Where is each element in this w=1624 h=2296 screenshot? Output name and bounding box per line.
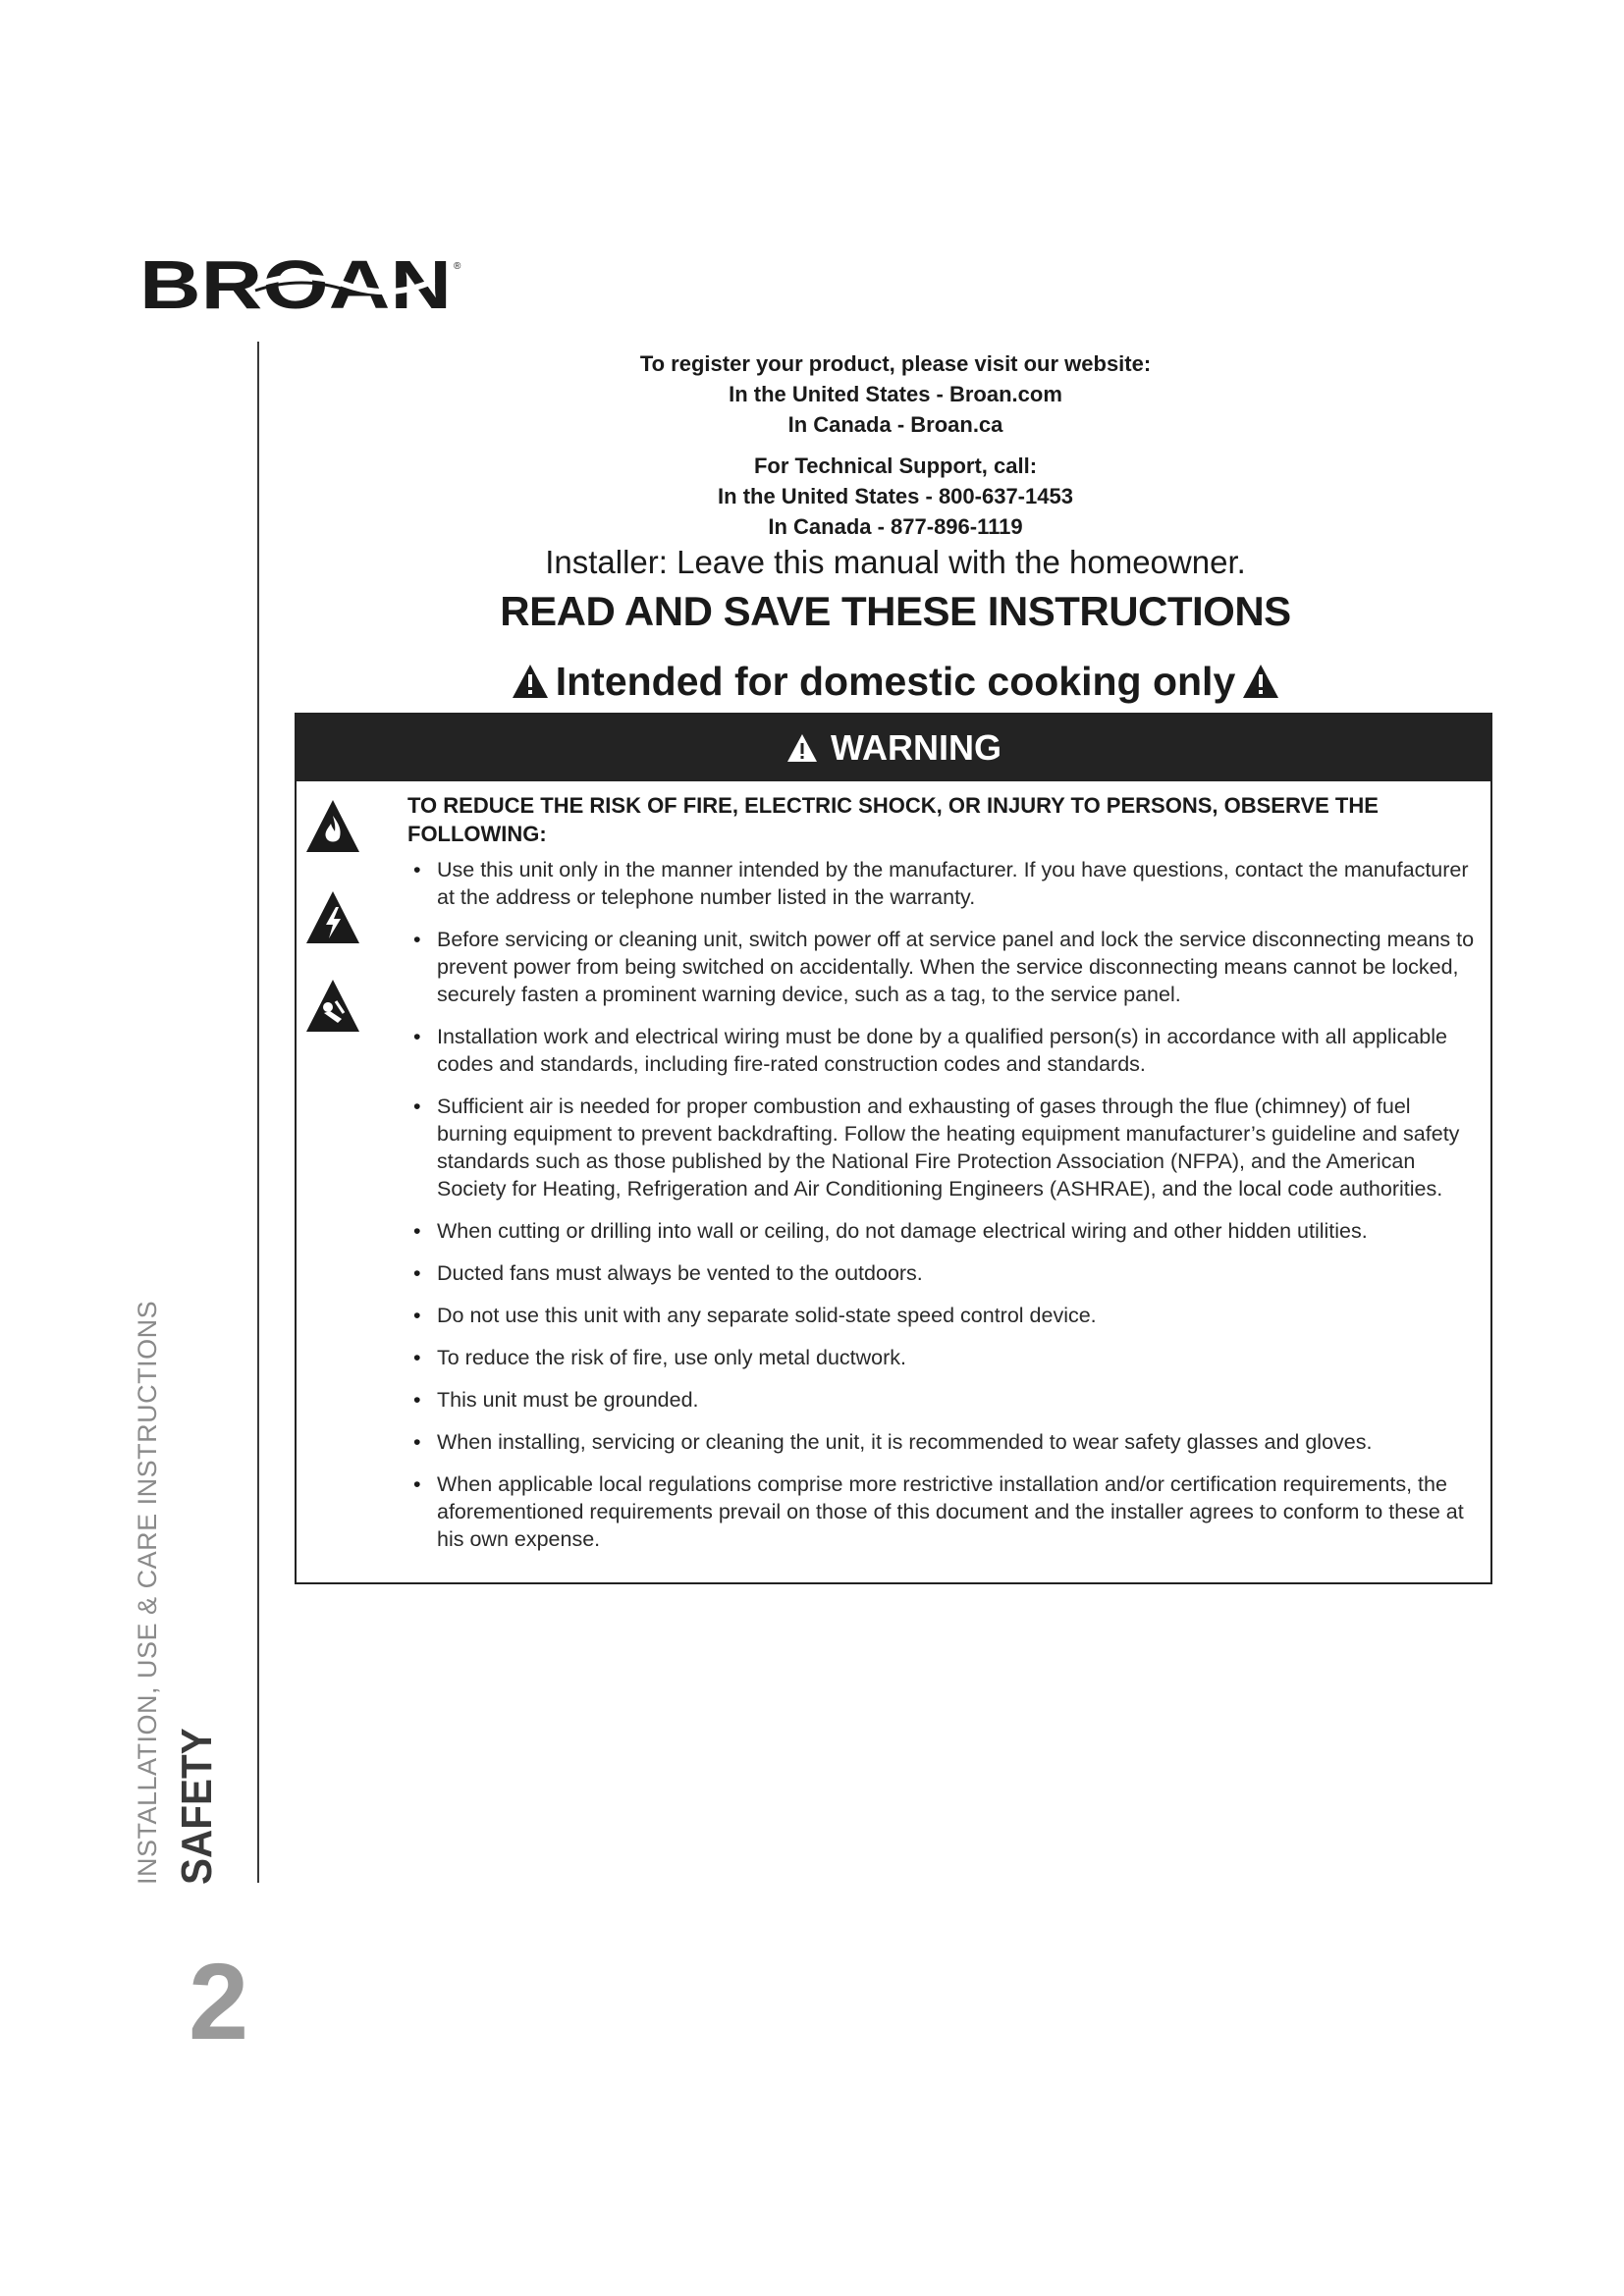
- warning-triangle-icon: [511, 663, 550, 700]
- warning-box: [295, 713, 1492, 1584]
- warning-lead: TO REDUCE THE RISK OF FIRE, ELECTRIC SHOCK, OR INJURY TO PERSONS, OBSERVE THE FOLLOWING:: [407, 793, 1379, 846]
- warning-item: • Do not use this unit with any separate solid-state speed control device.: [407, 1302, 1479, 1329]
- document-type-label: INSTALLATION, USE & CARE INSTRUCTIONS: [133, 1300, 162, 1885]
- warning-item: • Before servicing or cleaning unit, switch power off at service panel and lock the service disconnecting means to prevent power from being switched on accidentally. When the service disconnecting means cannot be locked, securely fasten a prominent warning device, such as a tag, to the service panel.: [407, 926, 1479, 1008]
- section-title: SAFETY: [173, 1728, 221, 1885]
- warning-list: [407, 856, 1479, 1553]
- svg-text:BROAN: BROAN: [139, 251, 452, 316]
- broan-logo: [139, 251, 463, 316]
- registration-canada: In Canada - Broan.ca: [787, 412, 1003, 437]
- support-canada-phone: In Canada - 877-896-1119: [768, 514, 1023, 539]
- registration-line: To register your product, please visit our website:: [639, 351, 1152, 376]
- page-number: 2: [189, 1942, 249, 2062]
- electric-shock-icon: [304, 889, 361, 946]
- warning-triangle-icon: [1241, 663, 1280, 700]
- read-save-heading: READ AND SAVE THESE INSTRUCTIONS: [500, 588, 1291, 634]
- intended-use-text: Intended for domestic cooking only: [555, 659, 1236, 704]
- injury-hazard-icon: [304, 978, 361, 1035]
- support-us-phone: In the United States - 800-637-1453: [718, 484, 1073, 508]
- warning-title: WARNING: [831, 727, 1001, 768]
- fire-hazard-icon: [304, 798, 361, 855]
- warning-item: • Sufficient air is needed for proper combustion and exhausting of gases through the flue (chimney) of fuel burning equipment to prevent backdrafting. Follow the heating equipment manufacturer’s guideline and safety standards such as those published by the National Fire Protection Association (NFPA), and the American Society for Heating, Refrigeration and Air Conditioning Engineers (ASHRAE), and the local code authorities.: [407, 1093, 1479, 1202]
- warning-item: • This unit must be grounded.: [407, 1386, 1479, 1414]
- warning-item: • Ducted fans must always be vented to the outdoors.: [407, 1259, 1479, 1287]
- warning-body: [407, 791, 1479, 1568]
- intended-use-heading: [295, 654, 1496, 709]
- svg-text:®: ®: [454, 261, 461, 272]
- warning-header: [297, 715, 1490, 781]
- warning-item: • Installation work and electrical wiring must be done by a qualified person(s) in accordance with all applicable codes and standards, including fire-rated construction codes and standards.: [407, 1023, 1479, 1078]
- warning-item: • When installing, servicing or cleaning the unit, it is recommended to wear safety glasses and gloves.: [407, 1428, 1479, 1456]
- warning-item: • When applicable local regulations comprise more restrictive installation and/or certification requirements, the aforementioned requirements prevail on those of this document and the installer agrees to conform to these at his own expense.: [407, 1470, 1479, 1553]
- warning-item: • When cutting or drilling into wall or ceiling, do not damage electrical wiring and other hidden utilities.: [407, 1217, 1479, 1245]
- support-heading: For Technical Support, call:: [753, 454, 1038, 478]
- sidebar-label: [126, 1301, 226, 1885]
- registration-block: [295, 348, 1496, 440]
- sidebar-divider: [257, 342, 259, 1883]
- support-block: [295, 451, 1496, 542]
- warning-item: • To reduce the risk of fire, use only metal ductwork.: [407, 1344, 1479, 1371]
- registration-us: In the United States - Broan.com: [729, 382, 1062, 406]
- warning-item: • Use this unit only in the manner intended by the manufacturer. If you have questions, contact the manufacturer at the address or telephone number listed in the warranty.: [407, 856, 1479, 911]
- warning-triangle-icon: [785, 732, 819, 764]
- installer-note: Installer: Leave this manual with the homeowner.: [545, 544, 1246, 580]
